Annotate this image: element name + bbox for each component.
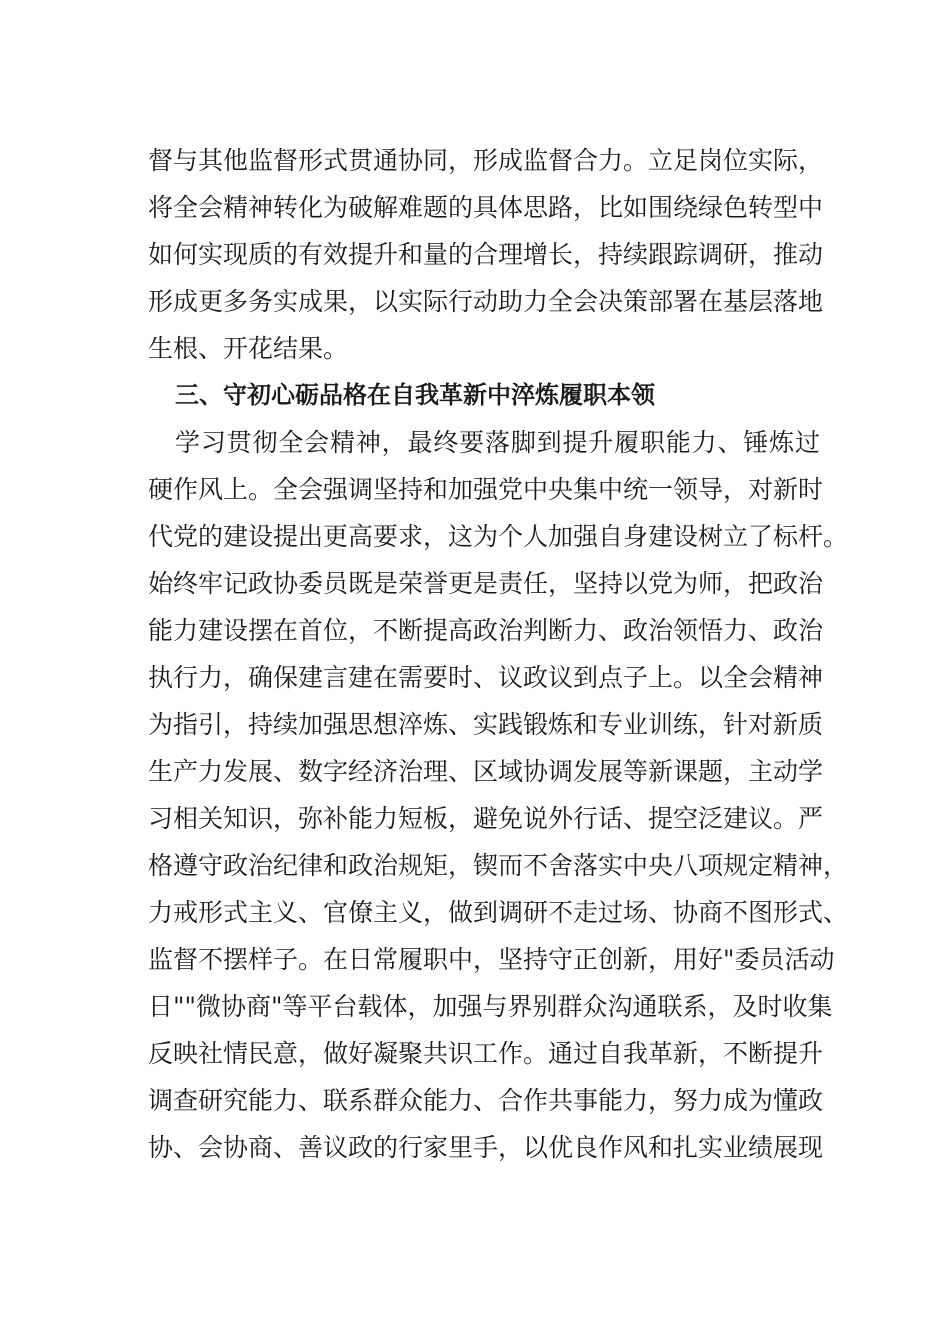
text-line: 生产力发展、数字经济治理、区域协调发展等新课题，主动学 [148,757,824,786]
text-line: 能力建设摆在首位，不断提高政治判断力、政治领悟力、政治 [148,616,824,645]
text-line: 反映社情民意，做好凝聚共识工作。通过自我革新，不断提升 [148,1039,824,1068]
text-line: 为指引，持续加强思想淬炼、实践锻炼和专业训练，针对新质 [148,710,824,739]
text-line: 日""微协商"等平台载体，加强与界别群众沟通联系，及时收集 [148,992,833,1021]
text-line: 硬作风上。全会强调坚持和加强党中央集中统一领导，对新时 [148,475,824,504]
text-line: 将全会精神转化为破解难题的具体思路，比如围绕绿色转型中 [148,193,824,222]
text-line: 协、会协商、善议政的行家里手，以优良作风和扎实业绩展现 [148,1133,824,1162]
text-line: 始终牢记政协委员既是荣誉更是责任，坚持以党为师，把政治 [148,569,824,598]
text-line: 学习贯彻全会精神，最终要落脚到提升履职能力、锤炼过 [175,428,820,457]
text-line: 督与其他监督形式贯通协同，形成监督合力。立足岗位实际， [148,146,824,175]
section-heading: 三、守初心砺品格在自我革新中淬炼履职本领 [175,381,655,409]
paragraph-3 [148,419,849,1171]
text-line: 如何实现质的有效提升和量的合理增长，持续跟踪调研，推动 [148,240,824,269]
text-line: 调查研究能力、联系群众能力、合作共事能力，努力成为懂政 [148,1086,824,1115]
text-line: 形成更多务实成果，以实际行动助力全会决策部署在基层落地 [148,287,824,316]
paragraph-continued [148,137,824,372]
document-page [148,137,849,1171]
text-line: 格遵守政治纪律和政治规矩，锲而不舍落实中央八项规定精神， [148,851,849,880]
text-line: 监督不摆样子。在日常履职中，坚持守正创新，用好"委员活动 [148,945,835,974]
text-line: 执行力，确保建言建在需要时、议政议到点子上。以全会精神 [148,663,824,692]
text-line: 力戒形式主义、官僚主义，做到调研不走过场、协商不图形式、 [148,898,849,927]
text-line: 生根、开花结果。 [148,334,349,363]
text-line: 代党的建设提出更高要求，这为个人加强自身建设树立了标杆。 [148,522,849,551]
text-line: 习相关知识，弥补能力短板，避免说外行话、提空泛建议。严 [148,804,824,833]
